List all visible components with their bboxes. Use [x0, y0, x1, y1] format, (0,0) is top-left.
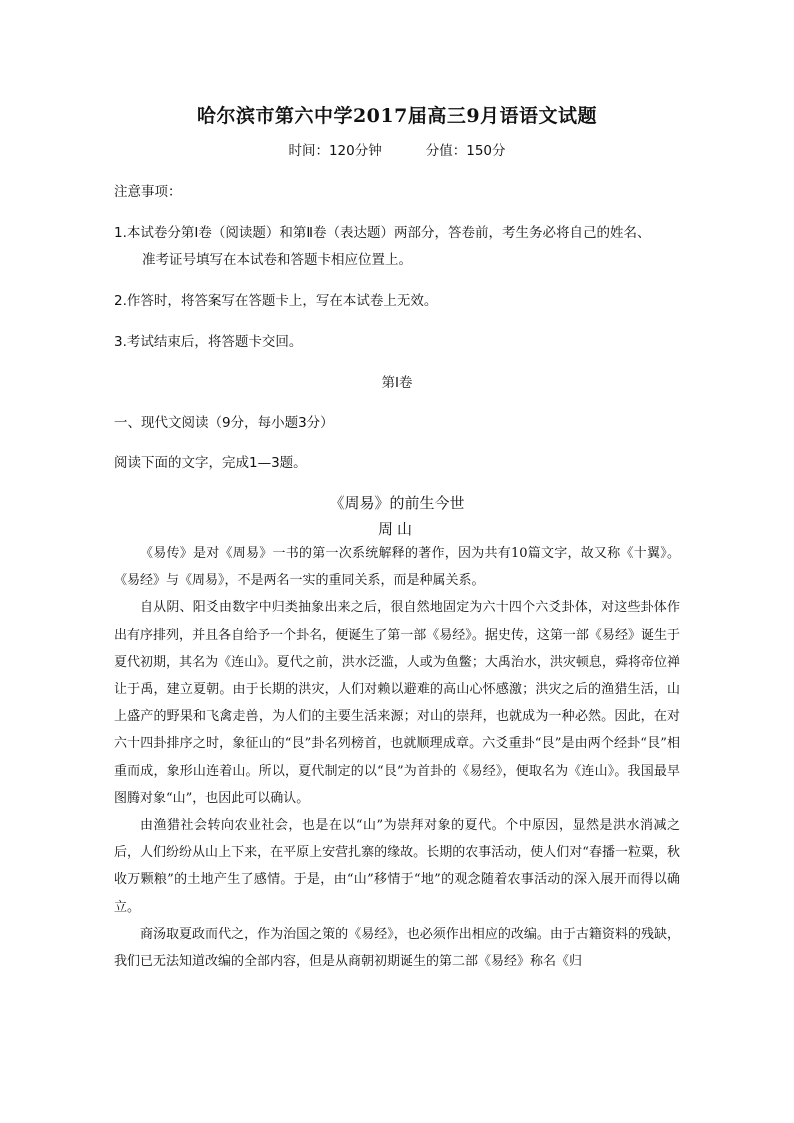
article-paragraph: 《易传》是对《周易》一书的第一次系统解释的著作，因为共有10篇文字，故又称《十翼》。《易经》与《周易》，不是两名一实的重同关系，而是种属关系。 [114, 546, 680, 589]
article-body [114, 540, 680, 975]
notice-item-1: 1.本试卷分第Ⅰ卷（阅读题）和第Ⅱ卷（表达题）两部分，答卷前，考生务必将自己的姓名、 [114, 225, 651, 241]
notice-item-3: 3.考试结束后，将答题卡交回。 [114, 334, 303, 350]
notice-item-2: 2.作答时，将答案写在答题卡上，写在本试卷上无效。 [114, 293, 438, 309]
notice-heading: 注意事项： [114, 184, 182, 200]
notice-item-1-cont: 准考证号填写在本试卷和答题卡相应位置上。 [142, 252, 412, 268]
exam-meta [0, 139, 794, 159]
article-paragraph: 自从阴、阳爻由数字中归类抽象出来之后，很自然地固定为六十四个六爻卦体，对这些卦体作出有序排列，并且各自给予一个卦名，便诞生了第一部《易经》。据史传，这第一部《易经》诞生于夏代初期，其名为《连山》。夏代之前，洪水泛滥，人或为鱼鳖；大禹治水，洪灾顿息，舜将帝位禅让于禹，建立夏朝。由于长期的洪灾，人们对赖以避难的高山心怀感激；洪灾之后的渔猎生活，山上盛产的野果和飞禽走兽，为人们的主要生活来源；对山的崇拜，也就成为一种必然。因此，在对六十四卦排序之时，象征山的“艮”卦名列榜首，也就顺理成章。六爻重卦“艮”是由两个经卦“艮”相重而成，象形山连着山。所以，夏代制定的以“艮”为首卦的《易经》，便取名为《连山》。我国最早图腾对象“山”，也因此可以确认。 [114, 600, 680, 806]
article-title: 《周易》的前生今世 [329, 494, 465, 512]
reading-instruction: 阅读下面的文字，完成1—3题。 [114, 455, 307, 471]
article-paragraph: 由渔猎社会转向农业社会，也是在以“山”为崇拜对象的夏代。个中原因，显然是洪水消减之后，人们纷纷从山上下来，在平原上安营扎寨的缘故。长期的农事活动，使人们对“春播一粒粟，秋收万颗粮”的土地产生了感情。于是，由“山”移情于“地”的观念随着农事活动的深入展开而得以确立。 [114, 818, 680, 915]
article-author: 周山 [377, 520, 416, 538]
volume-heading: 第Ⅰ卷 [381, 375, 413, 391]
section-heading: 一、现代文阅读（9分，每小题3分） [114, 415, 334, 431]
exam-title: 哈尔滨市第六中学2017届高三9月语语文试题 [196, 105, 598, 127]
exam-score: 分值：150分 [425, 143, 506, 159]
exam-time: 时间：120分钟 [288, 143, 382, 159]
article-paragraph: 商汤取夏政而代之，作为治国之策的《易经》，也必须作出相应的改编。由于古籍资料的残缺，我们已无法知道改编的全部内容，但是从商朝初期诞生的第二部《易经》称名《归 [114, 926, 680, 970]
